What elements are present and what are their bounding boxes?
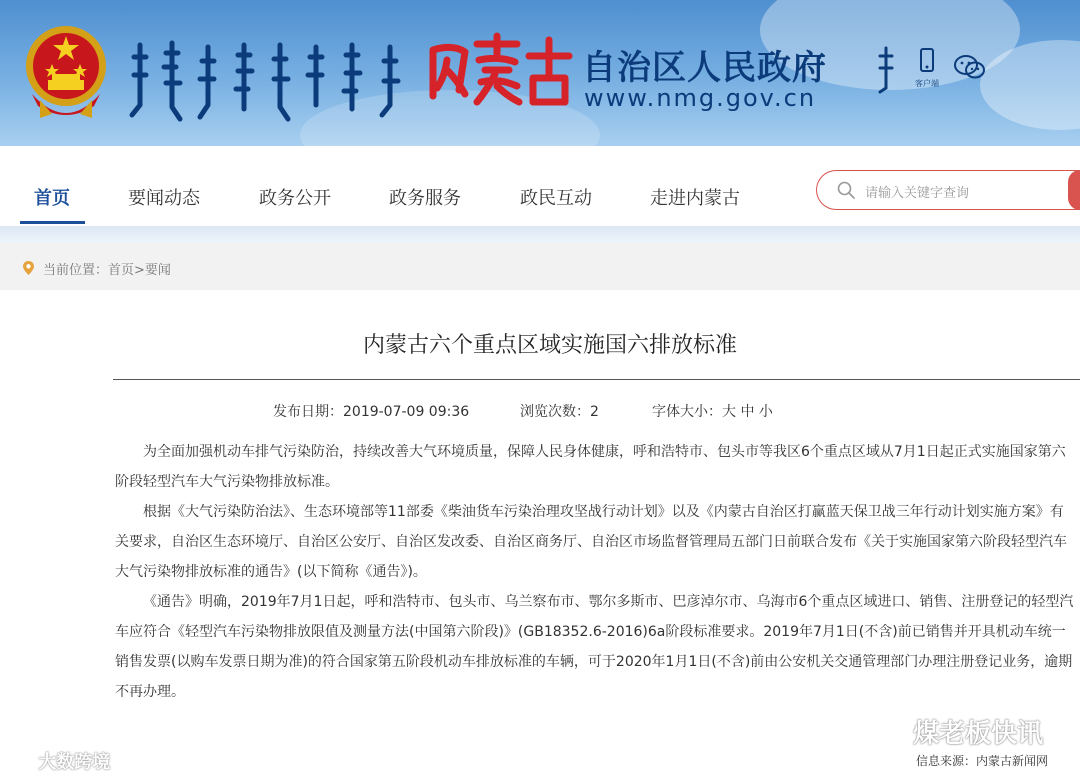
calligraphy-logo-icon — [425, 30, 575, 110]
site-header-banner — [0, 0, 1080, 146]
watermark-left — [6, 748, 110, 774]
search-icon — [837, 181, 855, 199]
view-count: 浏览次数：2 — [520, 404, 599, 420]
wechat-watermark-icon — [862, 721, 898, 749]
mobile-client-link[interactable] — [912, 48, 942, 94]
search-button[interactable] — [1068, 170, 1080, 210]
article-title: 内蒙古六个重点区域实施国六排放标准 — [362, 333, 737, 358]
article-paragraph-2: 根据《大气污染防治法》、生态环境部等11部委《柴油货车污染治理攻坚战行动计划》以及《内蒙古自治区打赢蓝天保卫战三年行动计划实施方案》有关要求，自治区生态环境厅、自治区公安厅、自治区发改委、自治区商务厅、自治区市场监督管理局五部门日前联合发布《关于实施国家第六阶段轻型汽车大气污染物排放标准的通告》(以下简称《通告》)。 — [115, 504, 1067, 580]
watermark-right — [862, 713, 1043, 750]
search-placeholder: 请输入关键字查询 — [865, 186, 970, 201]
nav-item-home[interactable]: 首页 — [34, 188, 70, 209]
font-size-switcher[interactable]: 字体大小：大 中 小 — [652, 404, 773, 420]
active-nav-indicator — [20, 221, 85, 224]
site-url: www.nmg.gov.cn — [584, 84, 817, 112]
mongolian-version-link-icon[interactable] — [876, 44, 896, 94]
source-note: 信息来源：内蒙古新闻网 — [916, 754, 1049, 768]
article-paragraph-1: 为全面加强机动车排气污染防治，持续改善大气环境质量，保障人民身体健康，呼和浩特市、包头市等我区6个重点区域从7月1日起正式实施国家第六阶段轻型汽车大气污染物排放标准。 — [115, 444, 1066, 490]
watermark-left-text: 大数跨境 — [38, 752, 111, 773]
site-title: 自治区人民政府 — [582, 48, 827, 88]
main-nav — [0, 146, 1080, 226]
publish-date: 发布日期：2019-07-09 09:36 — [273, 404, 470, 420]
nav-item-gov-services[interactable]: 政务服务 — [389, 188, 461, 209]
nav-item-gov-affairs-open[interactable]: 政务公开 — [259, 188, 331, 209]
search-input[interactable] — [816, 170, 1080, 210]
mongolian-script-title-icon — [128, 35, 418, 125]
national-emblem-icon — [22, 22, 110, 122]
nav-item-interaction[interactable]: 政民互动 — [520, 188, 592, 209]
article-container — [20, 290, 1080, 782]
article-paragraph-3: 《通告》明确，2019年7月1日起，呼和浩特市、包头市、乌兰察布市、鄂尔多斯市、巴彦淖尔市、乌海市6个重点区域进口、销售、注册登记的轻型汽车应符合《轻型汽车污染物排放限值及测量方法(中国第六阶段)》(GB18352.6-2016)6a阶段标准要求。2019年7月1日(不含)前已销售并开具机动车统一销售发票(以购车发票日期为准)的符合国家第五阶段机动车排放标准的车辆，可于2020年1月1日(不含)前由公安机关交通管理部门办理注册登记业务，逾期不再办理。 — [115, 594, 1074, 700]
phone-icon — [920, 48, 934, 72]
watermark-logo-icon — [6, 753, 32, 773]
nav-item-news[interactable]: 要闻动态 — [128, 188, 200, 209]
nav-divider-band — [0, 226, 1080, 243]
nav-item-about-inner-mongolia[interactable]: 走进内蒙古 — [650, 188, 740, 209]
breadcrumb-bar — [0, 243, 1080, 290]
breadcrumb: 当前位置：首页>要闻 — [43, 263, 171, 278]
watermark-right-text: 煤老板快讯 — [913, 719, 1044, 749]
mobile-client-label: 客户端 — [915, 79, 939, 88]
title-divider — [113, 379, 1080, 380]
wechat-icon[interactable] — [954, 54, 986, 80]
location-pin-icon — [22, 260, 35, 276]
